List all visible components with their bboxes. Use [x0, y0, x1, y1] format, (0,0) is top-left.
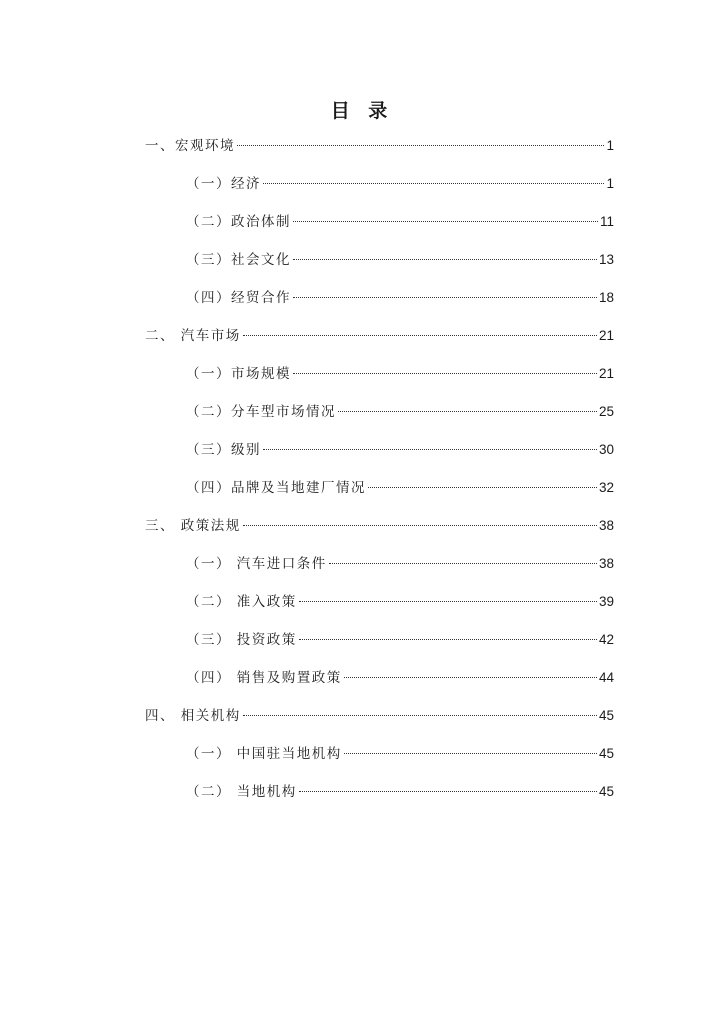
- toc-dot-leader: [243, 715, 597, 716]
- toc-dot-leader: [293, 373, 597, 374]
- toc-entry-row: [145, 326, 614, 346]
- toc-entry-label: （二） 准入政策: [186, 594, 297, 610]
- toc-entry-label: （四）品牌及当地建厂情况: [186, 480, 366, 496]
- toc-entry[interactable]: [0, 250, 724, 270]
- toc-entry-row: [186, 478, 614, 498]
- toc-entry-row: [145, 706, 614, 726]
- toc-entry[interactable]: [0, 174, 724, 194]
- toc-dot-leader: [344, 753, 597, 754]
- toc-entry[interactable]: [0, 402, 724, 422]
- toc-entry-label: （一） 中国驻当地机构: [186, 746, 342, 762]
- toc-dot-leader: [299, 601, 597, 602]
- toc-entry-row: [186, 250, 614, 270]
- toc-entry-page-number: 18: [598, 290, 614, 305]
- toc-entry-label: （四）经贸合作: [186, 290, 291, 306]
- toc-entry-page-number: 1: [606, 138, 614, 153]
- toc-entry[interactable]: [0, 706, 724, 726]
- toc-entry-row: [145, 516, 614, 536]
- toc-entry-row: [186, 364, 614, 384]
- toc-entry-page-number: 11: [599, 214, 614, 229]
- toc-entry-label: 二、 汽车市场: [145, 328, 241, 344]
- toc-entry[interactable]: [0, 136, 724, 156]
- toc-entry[interactable]: [0, 668, 724, 688]
- toc-entry-page-number: 30: [598, 442, 614, 457]
- toc-entry-page-number: 45: [598, 708, 614, 723]
- toc-dot-leader: [293, 297, 597, 298]
- toc-entry[interactable]: [0, 554, 724, 574]
- toc-entry[interactable]: [0, 478, 724, 498]
- toc-dot-leader: [293, 221, 598, 222]
- toc-entry-label: （二） 当地机构: [186, 784, 297, 800]
- toc-entry-label: （三） 投资政策: [186, 632, 297, 648]
- toc-entry-page-number: 32: [598, 480, 614, 495]
- toc-entry-row: [145, 136, 614, 156]
- toc-entry-page-number: 45: [598, 746, 614, 761]
- toc-entry-page-number: 25: [598, 404, 614, 419]
- toc-dot-leader: [299, 639, 597, 640]
- toc-dot-leader: [338, 411, 597, 412]
- toc-entry-page-number: 38: [598, 518, 614, 533]
- toc-entry-label: 三、 政策法规: [145, 518, 241, 534]
- toc-entry-row: [186, 630, 614, 650]
- toc-entry-row: [186, 402, 614, 422]
- toc-entry-label: 四、 相关机构: [145, 708, 241, 724]
- toc-entry[interactable]: [0, 744, 724, 764]
- toc-dot-leader: [237, 145, 604, 146]
- toc-entry-page-number: 1: [606, 176, 614, 191]
- toc-entry[interactable]: [0, 288, 724, 308]
- toc-entry[interactable]: [0, 630, 724, 650]
- toc-entry[interactable]: [0, 782, 724, 802]
- toc-entry-page-number: 45: [598, 784, 614, 799]
- toc-entry-label: （三）级别: [186, 442, 261, 458]
- toc-entry-row: [186, 554, 614, 574]
- toc-entry-page-number: 38: [598, 556, 614, 571]
- toc-dot-leader: [329, 563, 597, 564]
- toc-entry[interactable]: [0, 326, 724, 346]
- toc-entry-label: （二）分车型市场情况: [186, 404, 336, 420]
- toc-entry-label: （四） 销售及购置政策: [186, 670, 342, 686]
- toc-dot-leader: [299, 791, 597, 792]
- toc-entry[interactable]: [0, 364, 724, 384]
- toc-entry-label: （一）经济: [186, 176, 261, 192]
- toc-entry-page-number: 21: [598, 366, 614, 381]
- toc-entry-label: 一、宏观环境: [145, 138, 235, 154]
- toc-dot-leader: [263, 449, 597, 450]
- toc-entry-page-number: 21: [598, 328, 614, 343]
- toc-entry[interactable]: [0, 212, 724, 232]
- toc-entry[interactable]: [0, 592, 724, 612]
- toc-entry-page-number: 44: [598, 670, 614, 685]
- toc-dot-leader: [293, 259, 597, 260]
- toc-dot-leader: [368, 487, 597, 488]
- toc-entry-row: [186, 212, 614, 232]
- toc-entry-page-number: 13: [598, 252, 614, 267]
- toc-entry-page-number: 39: [598, 594, 614, 609]
- toc-entry-row: [186, 174, 614, 194]
- toc-dot-leader: [243, 525, 597, 526]
- toc-entry[interactable]: [0, 440, 724, 460]
- toc-entry-page-number: 42: [598, 632, 614, 647]
- toc-dot-leader: [344, 677, 597, 678]
- toc-dot-leader: [243, 335, 597, 336]
- toc-entry-label: （一）市场规模: [186, 366, 291, 382]
- toc-entry-row: [186, 782, 614, 802]
- toc-entry-row: [186, 744, 614, 764]
- toc-entry-row: [186, 440, 614, 460]
- toc-entry-label: （一） 汽车进口条件: [186, 556, 327, 572]
- toc-entry-row: [186, 668, 614, 688]
- page-title: 目 录: [330, 100, 394, 122]
- toc-entry[interactable]: [0, 516, 724, 536]
- toc-entry-row: [186, 592, 614, 612]
- toc-entry-label: （三）社会文化: [186, 252, 291, 268]
- toc-entry-row: [186, 288, 614, 308]
- toc-entry-label: （二）政治体制: [186, 214, 291, 230]
- toc-dot-leader: [263, 183, 604, 184]
